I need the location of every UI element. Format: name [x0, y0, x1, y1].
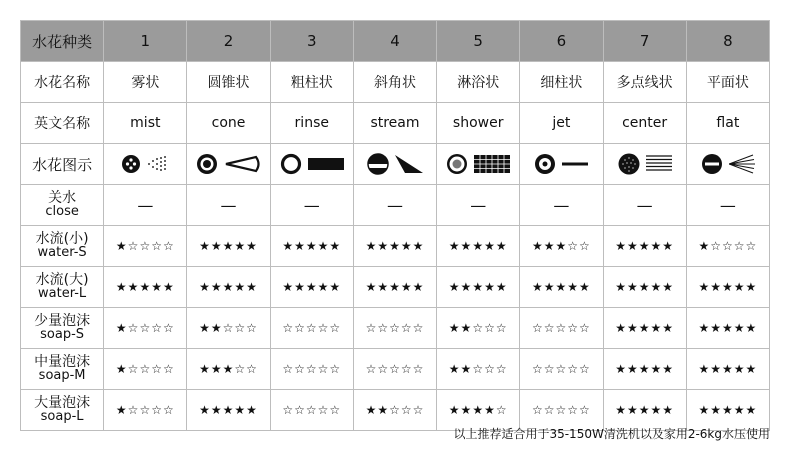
star-rating: ☆☆☆☆☆ — [520, 390, 603, 431]
close-cell: — — [187, 185, 270, 226]
star-rating: ★★★★☆ — [437, 390, 520, 431]
spray-name-cn: 雾状 — [104, 62, 187, 103]
star-rating: ★★☆☆☆ — [187, 308, 270, 349]
close-cell: — — [353, 185, 436, 226]
close-cell: — — [603, 185, 686, 226]
star-rating: ★★★★★ — [437, 226, 520, 267]
row-label-cn: 中量泡沫 — [34, 354, 91, 370]
row-label-cn: 水流(小) — [35, 231, 89, 247]
star-rating: ☆☆☆☆☆ — [270, 308, 353, 349]
star-rating: ★★★★★ — [686, 267, 769, 308]
close-cell: — — [270, 185, 353, 226]
header-number: 4 — [353, 21, 436, 62]
star-rating: ★★★★★ — [353, 226, 436, 267]
close-cell: — — [437, 185, 520, 226]
row-label — [21, 226, 104, 267]
row-label: 水花名称 — [21, 62, 104, 103]
spray-name-en: shower — [437, 103, 520, 144]
star-rating: ★★★★★ — [520, 267, 603, 308]
star-rating: ☆☆☆☆☆ — [520, 308, 603, 349]
spray-name-en: mist — [104, 103, 187, 144]
star-rating: ☆☆☆☆☆ — [270, 390, 353, 431]
row-label-cn: 水流(大) — [35, 272, 89, 288]
header-number: 3 — [270, 21, 353, 62]
star-rating: ★★★★★ — [603, 267, 686, 308]
english-name-row — [21, 103, 770, 144]
spray-name-cn: 淋浴状 — [437, 62, 520, 103]
spray-name-cn: 平面状 — [686, 62, 769, 103]
star-rating: ★★★★★ — [353, 267, 436, 308]
icon-row — [21, 144, 770, 185]
close-cell: — — [686, 185, 769, 226]
jet-spray-icon — [520, 144, 603, 185]
row-label-en: soap-L — [40, 409, 84, 424]
row-label: 水花图示 — [21, 144, 104, 185]
rating-row-water-l — [21, 267, 770, 308]
row-label-cn: 少量泡沫 — [34, 313, 91, 329]
star-rating: ★★★★★ — [686, 308, 769, 349]
star-rating: ☆☆☆☆☆ — [353, 349, 436, 390]
spray-name-en: rinse — [270, 103, 353, 144]
row-label-cn: 大量泡沫 — [34, 395, 91, 411]
spray-name-cn: 细柱状 — [520, 62, 603, 103]
row-label: 英文名称 — [21, 103, 104, 144]
cone-spray-icon — [187, 144, 270, 185]
header-number: 6 — [520, 21, 603, 62]
spray-name-en: flat — [686, 103, 769, 144]
star-rating: ★★★★★ — [270, 267, 353, 308]
center-spray-icon — [603, 144, 686, 185]
star-rating: ★☆☆☆☆ — [104, 308, 187, 349]
header-label: 水花种类 — [21, 21, 104, 62]
shower-spray-icon — [437, 144, 520, 185]
row-label-en: close — [45, 204, 79, 219]
star-rating: ★★★★★ — [686, 349, 769, 390]
spray-spec-table — [20, 20, 770, 431]
star-rating: ★★★★★ — [603, 308, 686, 349]
rinse-spray-icon — [270, 144, 353, 185]
stream-spray-icon — [353, 144, 436, 185]
spray-name-cn: 圆锥状 — [187, 62, 270, 103]
row-label-en: water-L — [38, 286, 87, 301]
close-row — [21, 185, 770, 226]
row-label-en: soap-M — [38, 368, 86, 383]
star-rating: ★★★☆☆ — [187, 349, 270, 390]
header-number: 7 — [603, 21, 686, 62]
header-row — [21, 21, 770, 62]
mist-spray-icon — [104, 144, 187, 185]
spray-name-en: jet — [520, 103, 603, 144]
rating-row-water-s — [21, 226, 770, 267]
footnote: 以上推荐适合用于35-150W清洗机以及家用2-6kg水压使用 — [453, 427, 770, 441]
star-rating: ☆☆☆☆☆ — [353, 308, 436, 349]
row-label-en: water-S — [37, 245, 87, 260]
spray-name-en: center — [603, 103, 686, 144]
row-label — [21, 185, 104, 226]
close-cell: — — [104, 185, 187, 226]
row-label — [21, 267, 104, 308]
chinese-name-row — [21, 62, 770, 103]
header-number: 2 — [187, 21, 270, 62]
star-rating: ★★★★★ — [603, 390, 686, 431]
header-number: 1 — [104, 21, 187, 62]
star-rating: ★★★☆☆ — [520, 226, 603, 267]
star-rating: ★★☆☆☆ — [437, 349, 520, 390]
star-rating: ★★★★★ — [187, 226, 270, 267]
spray-name-en: cone — [187, 103, 270, 144]
spray-name-en: stream — [353, 103, 436, 144]
star-rating: ★★★★★ — [686, 390, 769, 431]
row-label — [21, 308, 104, 349]
row-label-en: soap-S — [40, 327, 85, 342]
spray-name-cn: 多点线状 — [603, 62, 686, 103]
star-rating: ★☆☆☆☆ — [104, 349, 187, 390]
star-rating: ★★★★★ — [270, 226, 353, 267]
spray-spec-table-wrap — [20, 20, 770, 431]
star-rating: ★★★★★ — [187, 267, 270, 308]
rating-row-soap-m — [21, 349, 770, 390]
star-rating: ★★☆☆☆ — [437, 308, 520, 349]
rating-row-soap-s — [21, 308, 770, 349]
star-rating: ★★★★★ — [603, 226, 686, 267]
star-rating: ★★☆☆☆ — [353, 390, 436, 431]
star-rating: ★★★★★ — [187, 390, 270, 431]
spray-name-cn: 斜角状 — [353, 62, 436, 103]
star-rating: ☆☆☆☆☆ — [270, 349, 353, 390]
star-rating: ★★★★★ — [603, 349, 686, 390]
star-rating: ★☆☆☆☆ — [104, 390, 187, 431]
header-number: 8 — [686, 21, 769, 62]
row-label — [21, 349, 104, 390]
star-rating: ★★★★★ — [437, 267, 520, 308]
spray-name-cn: 粗柱状 — [270, 62, 353, 103]
header-number: 5 — [437, 21, 520, 62]
flat-spray-icon — [686, 144, 769, 185]
star-rating: ★☆☆☆☆ — [686, 226, 769, 267]
star-rating: ★★★★★ — [104, 267, 187, 308]
close-cell: — — [520, 185, 603, 226]
row-label-cn: 关水 — [48, 190, 77, 206]
star-rating: ★☆☆☆☆ — [104, 226, 187, 267]
star-rating: ☆☆☆☆☆ — [520, 349, 603, 390]
